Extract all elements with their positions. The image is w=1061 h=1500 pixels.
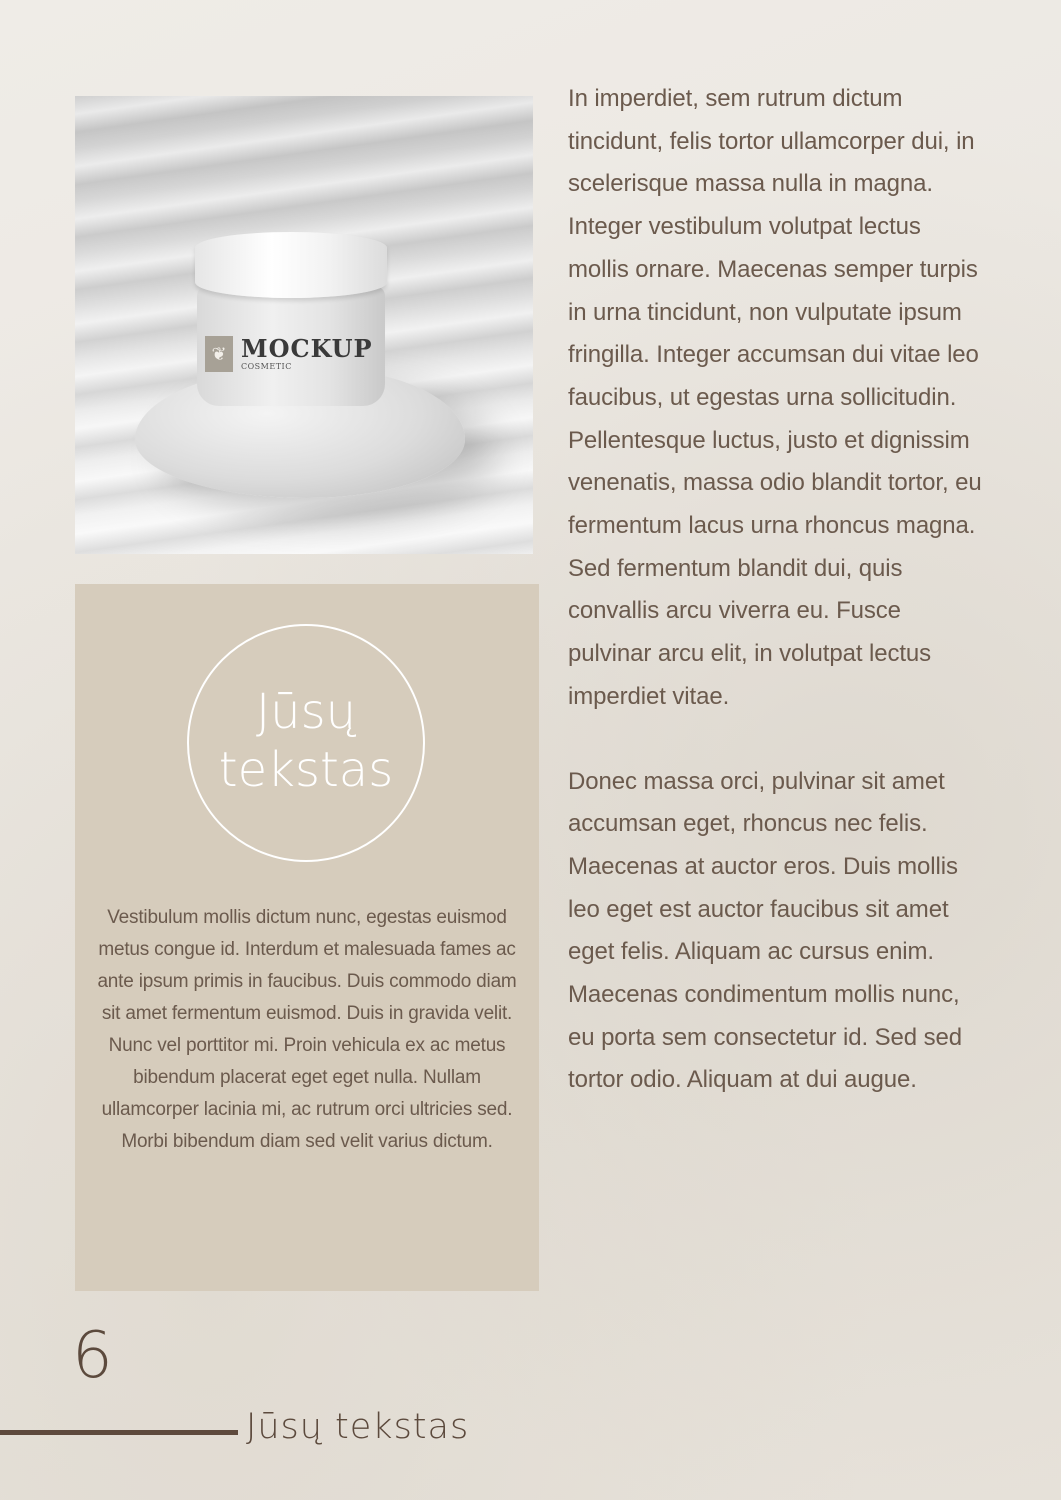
brand-subtitle: COSMETIC (241, 362, 292, 371)
leaf-icon: ❦ (205, 336, 233, 372)
footer-rule (0, 1430, 238, 1435)
page-number: 6 (72, 1319, 113, 1393)
title-circle (187, 624, 425, 862)
body-text (568, 78, 988, 1102)
product-photo (75, 96, 533, 554)
body-paragraph-1: In imperdiet, sem rutrum dictum tincidunt, felis tortor ullamcorper dui, in scelerisque massa nulla in magna. Integer vestibulum volutpat lectus mollis ornare. Maecenas semper turpis in urna tincidunt, non vulputate ipsum fringilla. Integer accumsan dui vitae leo faucibus, ut egestas urna sollicitudin. Pellentesque luctus, justo et dignissim venenatis, massa odio blandit tortor, eu fermentum lacus urna rhoncus magna. Sed fermentum blandit dui, quis convallis arcu viverra eu. Fusce pulvinar arcu elit, in volutpat lectus imperdiet vitae. (568, 85, 982, 710)
jar-label (205, 328, 385, 380)
jar-lid (195, 232, 387, 298)
circle-title: Jūsų tekstas (218, 684, 394, 798)
footer-title: Jūsų tekstas (246, 1407, 470, 1447)
beige-panel (75, 584, 539, 1291)
panel-text: Vestibulum mollis dictum nunc, egestas euismod metus congue id. Interdum et malesuada fames ac ante ipsum primis in faucibus. Duis commodo diam sit amet fermentum euismod. Duis in gravida velit. Nunc vel porttitor mi. Proin vehicula ex ac metus bibendum placerat eget eget nulla. Nullam ullamcorper lacinia mi, ac rutrum orci ultricies sed. Morbi bibendum diam sed velit varius dictum. (97, 907, 517, 1152)
body-paragraph-2: Donec massa orci, pulvinar sit amet accumsan eget, rhoncus nec felis. Maecenas at auctor eros. Duis mollis leo eget est auctor faucibus sit amet eget felis. Aliquam ac cursus enim. Maecenas condimentum mollis nunc, eu porta sem consectetur id. Sed sed tortor odio. Aliquam at dui augue. (568, 767, 962, 1094)
brand-name: MOCKUP (241, 334, 373, 363)
